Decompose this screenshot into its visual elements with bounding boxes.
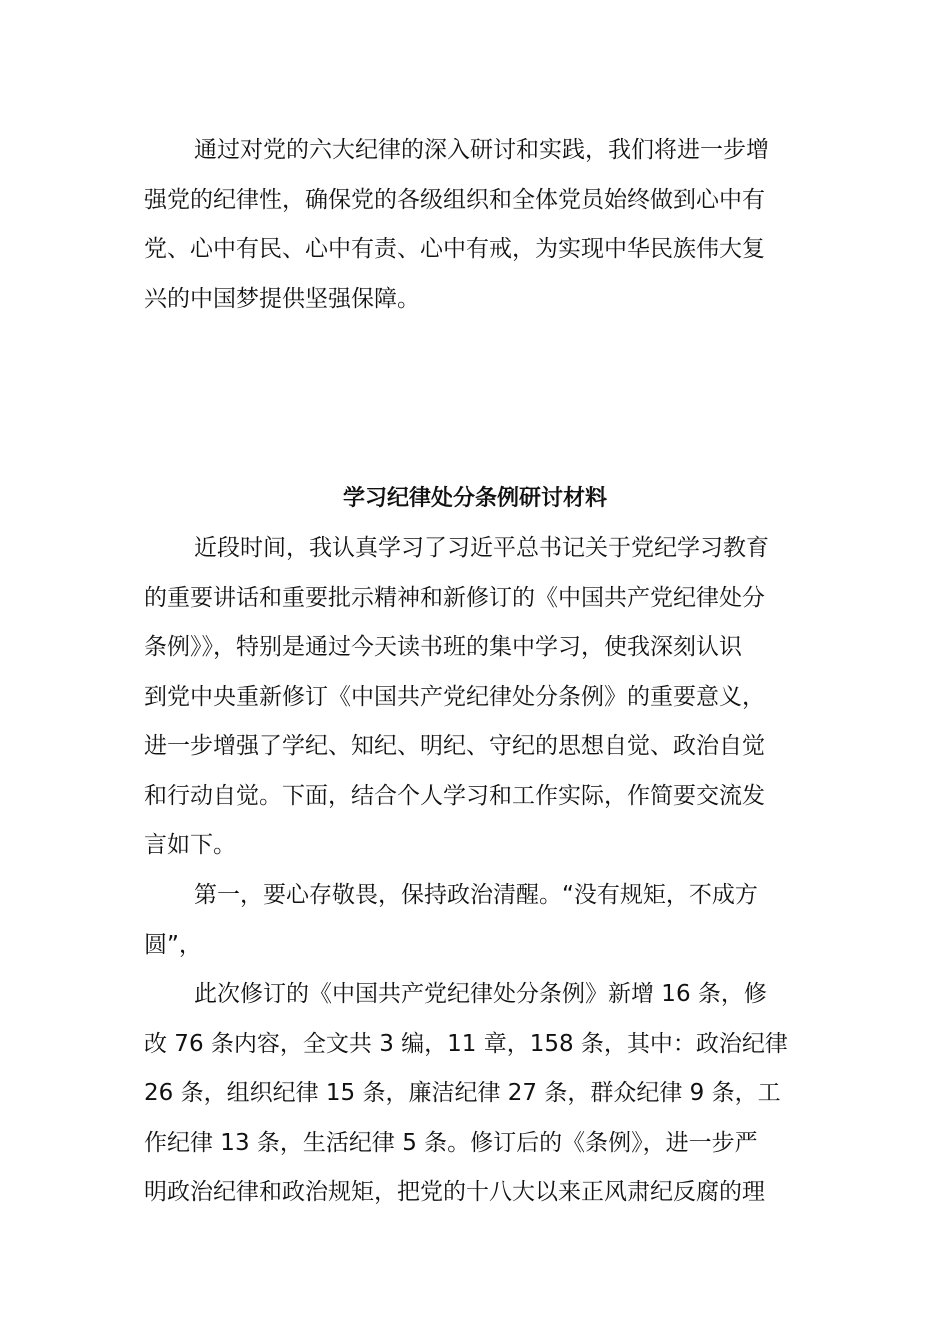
paragraph-line: 26 条，组织纪律 15 条，廉洁纪律 27 条，群众纪律 9 条，工 — [144, 1080, 781, 1106]
paragraph-line: 兴的中国梦提供坚强保障。 — [144, 285, 420, 312]
article-paragraph-3 — [144, 970, 800, 1218]
article-title: 学习纪律处分条例研讨材料 — [342, 486, 607, 511]
paragraph-line: 党、心中有民、心中有责、心中有戒，为实现中华民族伟大复 — [144, 236, 765, 262]
article-paragraph-2 — [144, 871, 800, 970]
paragraph-line: 和行动自觉。下面，结合个人学习和工作实际，作简要交流发 — [144, 782, 765, 809]
paragraph-line: 强党的纪律性，确保党的各级组织和全体党员始终做到心中有 — [144, 186, 765, 213]
paragraph-line: 言如下。 — [144, 832, 236, 858]
paragraph-line: 第一，要心存敬畏，保持政治清醒。“没有规矩，不成方 — [194, 882, 758, 908]
paragraph-line: 进一步增强了学纪、知纪、明纪、守纪的思想自觉、政治自觉 — [144, 733, 765, 759]
paragraph-line: 此次修订的《中国共产党纪律处分条例》新增 16 条，修 — [194, 981, 767, 1007]
article-paragraph-1 — [144, 524, 800, 871]
paragraph-line: 到党中央重新修订《中国共产党纪律处分条例》的重要意义， — [144, 683, 765, 710]
paragraph-line: 明政治纪律和政治规矩，把党的十八大以来正风肃纪反腐的理 — [144, 1179, 765, 1205]
paragraph-line: 改 76 条内容，全文共 3 编，11 章，158 条，其中：政治纪律 — [144, 1030, 788, 1057]
paragraph-line: 的重要讲话和重要批示精神和新修订的《中国共产党纪律处分 — [144, 584, 765, 611]
paragraph-line: 通过对党的六大纪律的深入研讨和实践，我们将进一步增 — [194, 137, 769, 163]
paragraph-line: 近段时间，我认真学习了习近平总书记关于党纪学习教育 — [194, 535, 769, 561]
paragraph-line: 圆”， — [144, 931, 202, 958]
paragraph-line: 作纪律 13 条，生活纪律 5 条。修订后的《条例》，进一步严 — [144, 1129, 758, 1156]
intro-paragraph — [144, 126, 800, 324]
paragraph-line: 条例》》，特别是通过今天读书班的集中学习，使我深刻认识 — [144, 634, 742, 660]
